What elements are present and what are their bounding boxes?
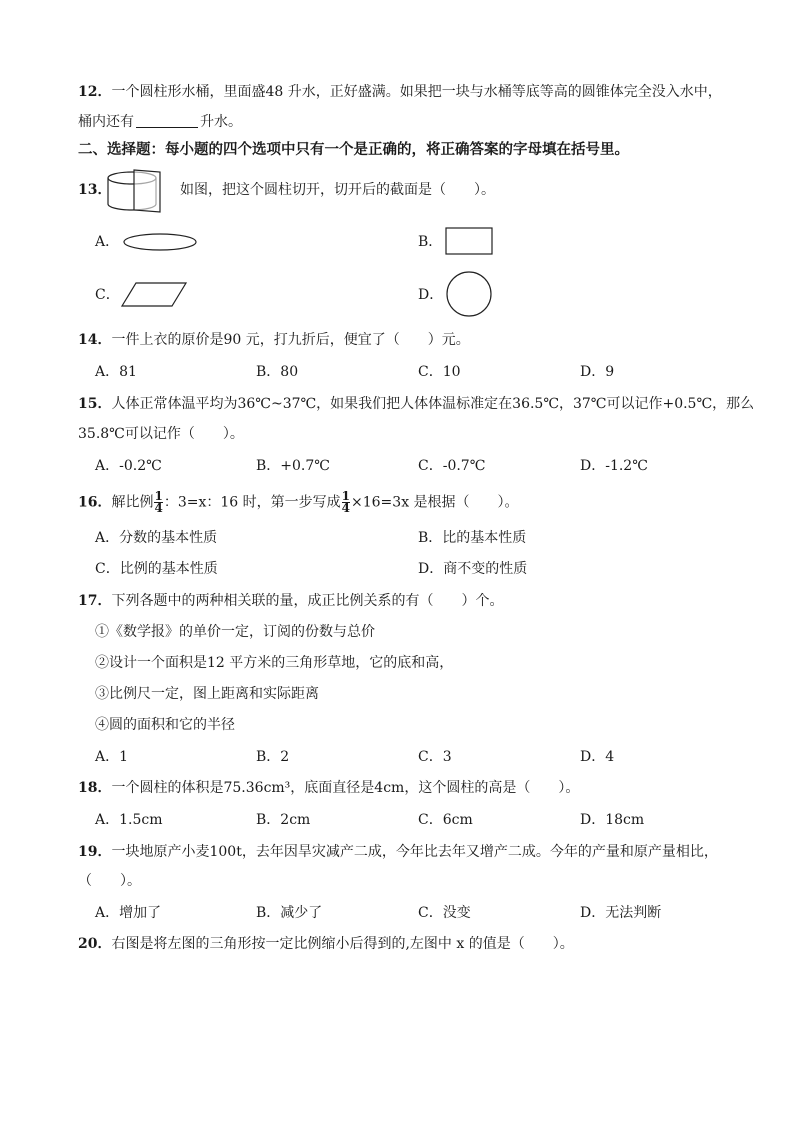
q16-fraction-1-denominator: 4 <box>154 501 163 515</box>
q19-line2: （ ）。 <box>78 873 141 889</box>
q14-text: 一件上衣的原价是90 元，打九折后，便宜了（ ）元。 <box>111 332 470 348</box>
q17-text: 下列各题中的两种相关联的量，成正比例关系的有（ ）个。 <box>111 593 504 609</box>
q16-fraction-1-numerator: 1 <box>154 489 163 503</box>
q12-line2 <box>78 112 242 132</box>
q15-line2: 35.8℃可以记作（ ）。 <box>78 426 244 442</box>
q17-item-3: ③比例尺一定，图上距离和实际距离 <box>95 686 319 702</box>
q12-text: 一个圆柱形水桶，里面盛48 升水，正好盛满。如果把一块与水桶等底等高的圆锥体完全没入水中， <box>111 84 722 100</box>
q12-text-post: 升水。 <box>200 114 242 130</box>
q17-option-b[interactable]: B．2 <box>256 749 290 765</box>
q17-item-4: ④圆的面积和它的半径 <box>95 717 235 733</box>
q17-line <box>78 591 503 611</box>
q13-question-text: 如图，把这个圆柱切开，切开后的截面是（ ）。 <box>180 182 495 198</box>
q18-option-d[interactable]: D．18cm <box>580 812 645 828</box>
q16-text-c: ×16=3x 是根据（ ）。 <box>351 494 519 511</box>
q17-item-2: ②设计一个面积是12 平方米的三角形草地，它的底和高， <box>95 655 454 671</box>
q14-option-b[interactable]: B．80 <box>256 364 299 380</box>
q13-option-a-ellipse-icon <box>122 232 200 254</box>
q13-option-d-circle-icon <box>444 270 494 318</box>
q13-cylinder-figure <box>104 168 168 216</box>
q20-line <box>78 934 574 954</box>
q20-number: 20． <box>78 936 112 952</box>
q16-option-b[interactable]: B．比的基本性质 <box>418 530 527 546</box>
q14-option-a[interactable]: A．81 <box>95 364 137 380</box>
q15-option-d[interactable]: D．-1.2℃ <box>580 458 648 474</box>
q16-option-d[interactable]: D．商不变的性质 <box>418 561 528 577</box>
q12-text-pre: 桶内还有 <box>78 114 134 130</box>
q15-option-b[interactable]: B．+0.7℃ <box>256 458 330 474</box>
q17-item-1: ①《数学报》的单价一定，订阅的份数与总价 <box>95 624 375 640</box>
q12-line1 <box>78 82 722 102</box>
q14-option-d[interactable]: D．9 <box>580 364 615 380</box>
q13-option-c-parallelogram-icon <box>120 280 190 310</box>
q14-line <box>78 330 470 350</box>
q15-option-a[interactable]: A．-0.2℃ <box>95 458 162 474</box>
q15-line1 <box>78 394 754 414</box>
q13-option-b-rectangle-icon <box>444 226 496 258</box>
q16-number: 16． <box>78 494 112 511</box>
q18-line <box>78 778 579 798</box>
q16-line <box>78 491 519 514</box>
q14-option-c[interactable]: C．10 <box>418 364 461 380</box>
q15-option-c[interactable]: C．-0.7℃ <box>418 458 486 474</box>
q16-option-a[interactable]: A．分数的基本性质 <box>95 530 218 546</box>
q18-option-b[interactable]: B．2cm <box>256 812 311 828</box>
q15-text: 人体正常体温平均为36℃~37℃，如果我们把人体体温标准定在36.5℃，37℃可以记作+0.5℃，那么 <box>111 396 755 412</box>
q18-number: 18． <box>78 780 112 796</box>
q18-text: 一个圆柱的体积是75.36cm³，底面直径是4cm，这个圆柱的高是（ ）。 <box>111 780 580 796</box>
q17-option-d[interactable]: D．4 <box>580 749 615 765</box>
q18-option-c[interactable]: C．6cm <box>418 812 473 828</box>
q17-number: 17． <box>78 593 112 609</box>
q19-option-a[interactable]: A．增加了 <box>95 905 162 921</box>
q13-option-a[interactable]: A． <box>95 234 120 250</box>
q16-fraction-2-numerator: 1 <box>341 489 351 503</box>
q15-number: 15． <box>78 396 112 412</box>
q14-number: 14． <box>78 332 112 348</box>
q13-option-c[interactable]: C． <box>95 287 120 303</box>
q16-text-b: ：3=x：16 时，第一步写成 <box>163 494 341 511</box>
q19-option-b[interactable]: B．减少了 <box>256 905 323 921</box>
q16-fraction-2-denominator: 4 <box>341 501 351 515</box>
q16-text-a: 解比例 <box>111 494 154 511</box>
q19-option-d[interactable]: D．无法判断 <box>580 905 662 921</box>
q19-number: 19． <box>78 844 112 860</box>
q13-option-b[interactable]: B． <box>418 234 443 250</box>
q12-number: 12． <box>78 84 112 100</box>
q12-answer-blank[interactable] <box>136 113 198 128</box>
q13-option-d[interactable]: D． <box>418 287 444 303</box>
q16-option-c[interactable]: C．比例的基本性质 <box>95 561 218 577</box>
section-title: 二、选择题：每小题的四个选项中只有一个是正确的，将正确答案的字母填在括号里。 <box>78 142 629 158</box>
q17-option-a[interactable]: A．1 <box>95 749 129 765</box>
q13-number: 13． <box>78 182 112 198</box>
q19-line1 <box>78 842 718 862</box>
q18-option-a[interactable]: A．1.5cm <box>95 812 163 828</box>
q17-option-c[interactable]: C．3 <box>418 749 452 765</box>
q16-fraction-2 <box>342 491 350 514</box>
q20-text: 右图是将左图的三角形按一定比例缩小后得到的,左图中 x 的值是（ ）。 <box>111 936 574 952</box>
q19-option-c[interactable]: C．没变 <box>418 905 471 921</box>
q16-fraction-1 <box>154 491 162 514</box>
q19-text: 一块地原产小麦100t，去年因旱灾减产二成，今年比去年又增产二成。今年的产量和原产量相比， <box>111 844 718 860</box>
